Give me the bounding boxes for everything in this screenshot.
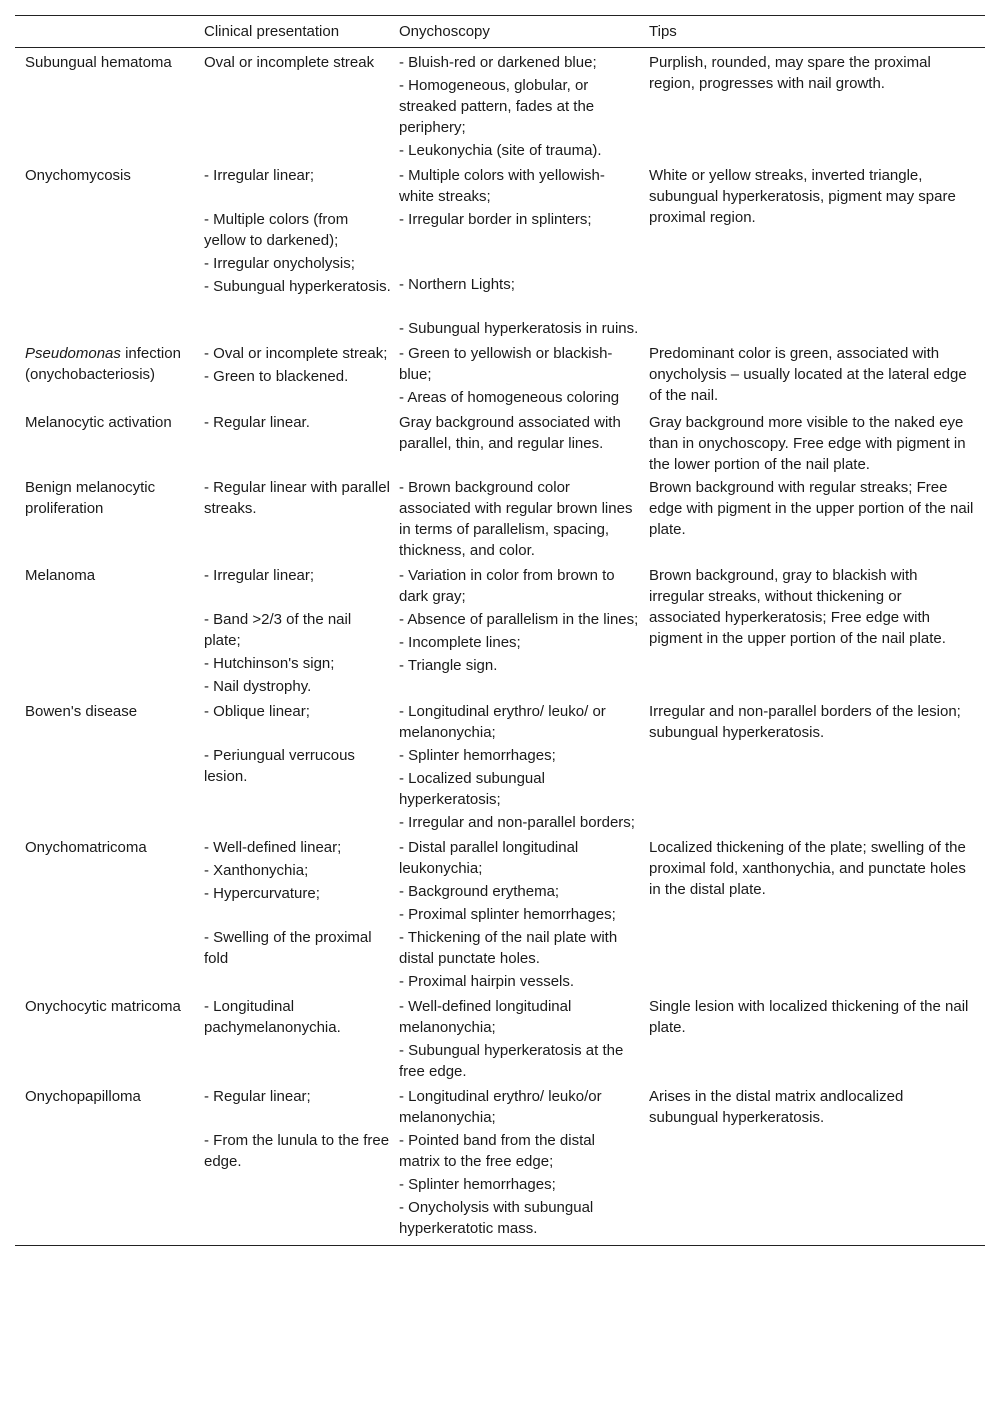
onychoscopy-item: - Distal parallel longitudinal leukonychia; [399,839,579,877]
onychoscopy-item: - Bluish-red or darkened blue; [399,54,597,71]
onychoscopy-item: - Proximal splinter hemorrhages; [399,906,616,923]
clinical-item: - Oval or incomplete streak; [204,345,388,362]
onychoscopy-cell [399,563,649,699]
condition-cell: Onychomycosis [25,167,131,184]
condition-text: infection (onychobacteriosis) [25,345,181,383]
onychoscopy-item: - Pointed band from the distal matrix to the free edge; [399,1132,595,1170]
table-row [15,994,985,1084]
clinical-item: - Nail dystrophy. [204,678,312,695]
clinical-item: - Hutchinson's sign; [204,655,335,672]
onychoscopy-item: - Splinter hemorrhages; [399,1176,556,1193]
onychoscopy-cell [399,699,649,835]
condition-cell: Onychopapilloma [25,1088,141,1105]
onychoscopy-cell [399,341,649,410]
onychoscopy-cell [399,1084,649,1246]
header-row [15,16,985,48]
clinical-cell [204,163,399,341]
clinical-cell [204,410,399,475]
header-onychoscopy: Onychoscopy [399,23,490,40]
clinical-item: - Regular linear with parallel streaks. [204,479,390,517]
table-row [15,163,985,341]
onychoscopy-cell [399,475,649,563]
clinical-item: - Swelling of the proximal fold [204,929,372,967]
onychoscopy-item: - Onycholysis with subungual hyperkeratotic mass. [399,1199,594,1237]
clinical-item: - Irregular linear; [204,167,315,184]
onychoscopy-item: - Irregular and non-parallel borders; [399,814,635,831]
table-row [15,410,985,475]
clinical-item: - Hypercurvature; [204,885,320,902]
tips-cell: Gray background more visible to the naked eye than in onychoscopy. Free edge with pigment in the lower portion of the nail plate. [649,414,966,473]
clinical-cell [204,835,399,994]
onychoscopy-item: - Leukonychia (site of trauma). [399,142,602,159]
onychoscopy-item: - Green to yellowish or blackish-blue; [399,345,613,383]
clinical-item: Oval or incomplete streak [204,54,375,71]
clinical-item: - Well-defined linear; [204,839,342,856]
tips-cell: Predominant color is green, associated with onycholysis – usually located at the lateral edge of the nail. [649,345,967,404]
onychoscopy-item: - Brown background color associated with regular brown lines in terms of parallelism, spacing, thickness, and color. [399,479,633,559]
onychoscopy-item: - Homogeneous, globular, or streaked pattern, fades at the periphery; [399,77,595,136]
onychoscopy-item: - Proximal hairpin vessels. [399,973,575,990]
table-row [15,699,985,835]
clinical-item: - From the lunula to the free edge. [204,1132,390,1170]
tips-cell: Arises in the distal matrix andlocalized subungual hyperkeratosis. [649,1088,904,1126]
tips-cell: Purplish, rounded, may spare the proximal region, progresses with nail growth. [649,54,931,92]
condition-cell: Bowen's disease [25,703,138,720]
onychoscopy-item: - Irregular border in splinters; [399,211,592,228]
onychoscopy-item: - Thickening of the nail plate with distal punctate holes. [399,929,618,967]
clinical-item: - Regular linear. [204,414,310,431]
table-row [15,341,985,410]
tips-cell: Single lesion with localized thickening of the nail plate. [649,998,969,1036]
onychoscopy-item: - Splinter hemorrhages; [399,747,556,764]
condition-cell: Onychomatricoma [25,839,147,856]
onychoscopy-item: - Localized subungual hyperkeratosis; [399,770,545,808]
tips-cell: Brown background, gray to blackish with irregular streaks, without thickening or associated hyperkeratosis; Free edge with pigment in the upper portion of the nail plate. [649,567,946,647]
tips-cell: White or yellow streaks, inverted triangle, subungual hyperkeratosis, pigment may spare proximal region. [649,167,956,226]
onychoscopy-item: - Multiple colors with yellowish-white streaks; [399,167,605,205]
table-row [15,563,985,699]
condition-cell: Onychocytic matricoma [25,998,181,1015]
onychoscopy-item: - Areas of homogeneous coloring [399,389,620,406]
condition-cell: Melanocytic activation [25,414,172,431]
condition-cell [15,341,204,410]
clinical-cell [204,341,399,410]
onychoscopy-item: - Triangle sign. [399,657,498,674]
clinical-item: - Band >2/3 of the nail plate; [204,611,352,649]
onychoscopy-item: - Absence of parallelism in the lines; [399,611,639,628]
onychoscopy-item: - Well-defined longitudinal melanonychia; [399,998,572,1036]
onychoscopy-item: Gray background associated with parallel, thin, and regular lines. [399,414,621,452]
clinical-item: - Longitudinal pachymelanonychia. [204,998,341,1036]
tips-cell: Localized thickening of the plate; swelling of the proximal fold, xanthonychia, and punctate holes in the distal plate. [649,839,966,898]
clinical-item: - Oblique linear; [204,703,310,720]
clinical-cell [204,563,399,699]
onychoscopy-cell [399,410,649,475]
onychoscopy-item: - Background erythema; [399,883,560,900]
table-row [15,48,985,164]
table-row [15,835,985,994]
condition-italic: Pseudomonas [25,345,121,362]
clinical-item: - Xanthonychia; [204,862,309,879]
clinical-item: - Regular linear; [204,1088,311,1105]
tips-cell: Brown background with regular streaks; Free edge with pigment in the upper portion of the nail plate. [649,479,974,538]
onychoscopy-item: - Subungual hyperkeratosis at the free edge. [399,1042,624,1080]
clinical-cell [204,699,399,835]
onychoscopy-item: - Longitudinal erythro/ leuko/or melanonychia; [399,1088,602,1126]
clinical-item: - Green to blackened. [204,368,349,385]
condition-cell: Melanoma [25,567,96,584]
onychoscopy-cell [399,835,649,994]
onychoscopy-item: - Incomplete lines; [399,634,521,651]
condition-cell: Subungual hematoma [25,54,172,71]
clinical-cell [204,48,399,164]
comparison-table [15,15,985,1246]
onychoscopy-item: - Longitudinal erythro/ leuko/ or melanonychia; [399,703,606,741]
clinical-item: - Irregular onycholysis; [204,255,355,272]
onychoscopy-item: - Subungual hyperkeratosis in ruins. [399,320,639,337]
tips-cell: Irregular and non-parallel borders of the lesion; subungual hyperkeratosis. [649,703,961,741]
clinical-item: - Multiple colors (from yellow to darkened); [204,211,349,249]
table-row [15,475,985,563]
onychoscopy-cell [399,48,649,164]
condition-cell: Benign melanocytic proliferation [25,479,156,517]
table-row [15,1084,985,1246]
onychoscopy-item: - Variation in color from brown to dark gray; [399,567,615,605]
clinical-cell [204,1084,399,1246]
header-clinical: Clinical presentation [204,23,340,40]
clinical-item: - Irregular linear; [204,567,315,584]
header-tips: Tips [649,23,677,40]
clinical-item: - Subungual hyperkeratosis. [204,278,391,295]
clinical-cell [204,475,399,563]
onychoscopy-cell [399,163,649,341]
clinical-cell [204,994,399,1084]
clinical-item: - Periungual verrucous lesion. [204,747,355,785]
onychoscopy-item: - Northern Lights; [399,276,515,293]
onychoscopy-cell [399,994,649,1084]
header-condition [15,16,204,48]
